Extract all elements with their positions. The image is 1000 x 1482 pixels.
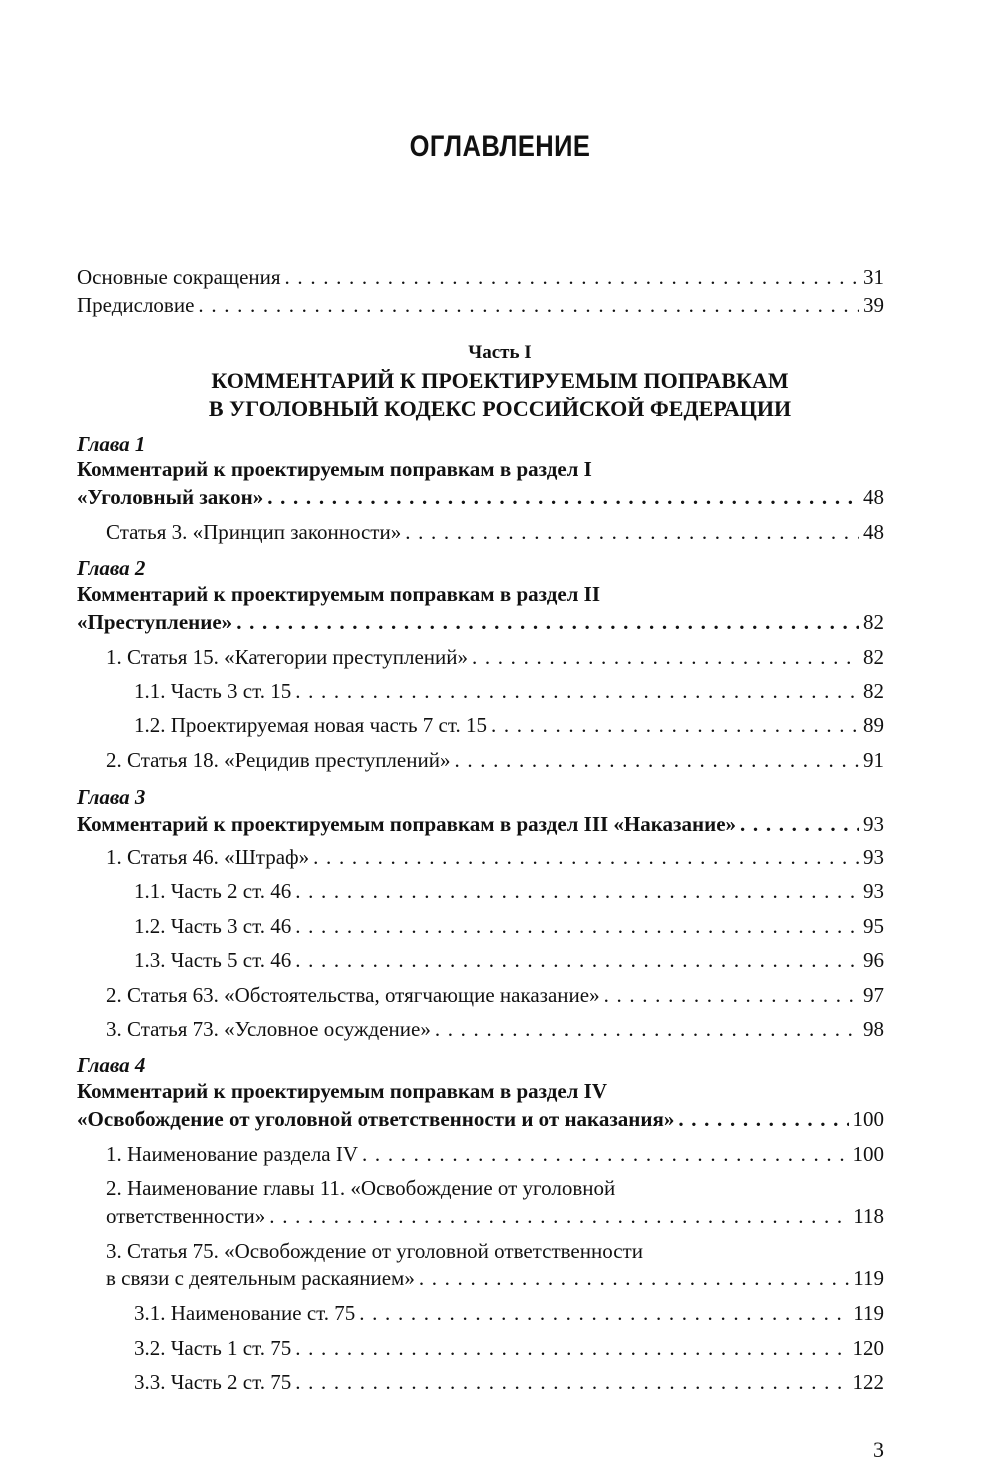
chapter-label: Глава 2 — [77, 556, 146, 580]
toc-entry-preface[interactable] — [77, 294, 884, 317]
leader-dots — [491, 714, 859, 737]
toc-entry-label: ответственности» — [106, 1204, 266, 1228]
toc-entry-label: 1.3. Часть 5 ст. 46 — [134, 948, 292, 972]
toc-page-number: 97 — [863, 983, 884, 1007]
toc-entry-chapter-4[interactable] — [77, 1108, 884, 1131]
toc-page-number: 91 — [863, 748, 884, 772]
toc-entry-label: 1.2. Часть 3 ст. 46 — [134, 914, 292, 938]
toc-page-number: 48 — [863, 520, 884, 544]
toc-entry[interactable] — [134, 714, 884, 737]
leader-dots — [267, 486, 859, 509]
toc-page-number: 119 — [853, 1301, 884, 1325]
toc-entry-label: в связи с деятельным раскаянием» — [106, 1266, 415, 1290]
toc-page-number: 100 — [852, 1142, 884, 1166]
part-title-line-1: КОММЕНТАРИЙ К ПРОЕКТИРУЕМЫМ ПОПРАВКАМ — [211, 368, 789, 393]
toc-page-number: 95 — [863, 914, 884, 938]
toc-entry[interactable] — [106, 1143, 884, 1166]
toc-page-number: 119 — [853, 1266, 884, 1290]
toc-entry-label: «Освобождение от уголовной ответственности и от наказания» — [77, 1107, 675, 1131]
leader-dots — [295, 880, 859, 903]
leader-dots — [359, 1302, 849, 1325]
toc-entry-label-line-1: 2. Наименование главы 11. «Освобождение от уголовной — [106, 1176, 616, 1200]
leader-dots — [285, 266, 859, 289]
leader-dots — [740, 813, 859, 836]
leader-dots — [295, 915, 859, 938]
leader-dots — [419, 1267, 849, 1290]
toc-entry-label: 1.1. Часть 2 ст. 46 — [134, 879, 292, 903]
toc-page-number: 89 — [863, 713, 884, 737]
toc-entry-label: 1. Статья 46. «Штраф» — [106, 845, 310, 869]
toc-entry[interactable] — [106, 846, 884, 869]
leader-dots — [295, 1337, 848, 1360]
part-title-line-2: В УГОЛОВНЫЙ КОДЕКС РОССИЙСКОЙ ФЕДЕРАЦИИ — [208, 396, 792, 421]
toc-entry[interactable] — [134, 949, 884, 972]
toc-entry-label: «Уголовный закон» — [77, 485, 264, 509]
toc-entry-label: Статья 3. «Принцип законности» — [106, 520, 402, 544]
toc-entry[interactable] — [106, 1267, 884, 1290]
page-title: ОГЛАВЛЕНИЕ — [409, 130, 591, 163]
toc-entry-label: Комментарий к проектируемым поправкам в раздел III «Наказание» — [77, 812, 737, 836]
toc-entry-label-line-1: 3. Статья 75. «Освобождение от уголовной ответственности — [106, 1239, 643, 1263]
toc-entry-label: 3.1. Наименование ст. 75 — [134, 1301, 356, 1325]
leader-dots — [295, 680, 859, 703]
toc-entry[interactable] — [106, 1018, 884, 1041]
toc-page-number: 120 — [852, 1336, 884, 1360]
leader-dots — [604, 984, 859, 1007]
chapter-label: Глава 3 — [77, 785, 146, 809]
chapter-label: Глава 1 — [77, 432, 146, 456]
toc-entry[interactable] — [134, 680, 884, 703]
toc-entry[interactable] — [134, 1371, 884, 1394]
toc-page-number: 82 — [863, 610, 884, 634]
toc-entry[interactable] — [106, 984, 884, 1007]
toc-page-number: 93 — [863, 879, 884, 903]
leader-dots — [405, 521, 859, 544]
chapter-heading-line: Комментарий к проектируемым поправкам в раздел I — [77, 457, 592, 481]
toc-entry-label: 2. Статья 63. «Обстоятельства, отягчающие наказание» — [106, 983, 600, 1007]
toc-entry[interactable] — [134, 1337, 884, 1360]
leader-dots — [472, 646, 859, 669]
toc-entry-chapter-3[interactable] — [77, 813, 884, 836]
leader-dots — [362, 1143, 848, 1166]
toc-page-number: 98 — [863, 1017, 884, 1041]
toc-entry[interactable] — [106, 646, 884, 669]
leader-dots — [678, 1108, 848, 1131]
toc-entry-chapter-1[interactable] — [77, 486, 884, 509]
toc-page-number: 93 — [863, 845, 884, 869]
toc-page-number: 93 — [863, 812, 884, 836]
toc-entry-label: 1.2. Проектируемая новая часть 7 ст. 15 — [134, 713, 487, 737]
toc-entry-label: Предисловие — [77, 293, 195, 317]
toc-page-number: 31 — [863, 265, 884, 289]
chapter-label: Глава 4 — [77, 1053, 146, 1077]
toc-entry[interactable] — [106, 1205, 884, 1228]
toc-page-number: 39 — [863, 293, 884, 317]
toc-page-number: 96 — [863, 948, 884, 972]
toc-entry-label: Основные сокращения — [77, 265, 281, 289]
toc-entry-label: «Преступление» — [77, 610, 233, 634]
leader-dots — [236, 611, 859, 634]
leader-dots — [295, 1371, 848, 1394]
toc-entry[interactable] — [106, 521, 884, 544]
toc-entry[interactable] — [134, 1302, 884, 1325]
toc-entry-label: 3. Статья 73. «Условное осуждение» — [106, 1017, 431, 1041]
leader-dots — [454, 749, 859, 772]
toc-page-number: 122 — [852, 1370, 884, 1394]
toc-entry-label: 3.2. Часть 1 ст. 75 — [134, 1336, 292, 1360]
page-number: 3 — [873, 1437, 884, 1462]
toc-entry[interactable] — [134, 915, 884, 938]
toc-entry-label: 1. Наименование раздела IV — [106, 1142, 359, 1166]
toc-entry[interactable] — [106, 749, 884, 772]
toc-page-number: 48 — [863, 485, 884, 509]
toc-page-number: 82 — [863, 679, 884, 703]
chapter-heading-line: Комментарий к проектируемым поправкам в раздел IV — [77, 1079, 608, 1103]
leader-dots — [198, 294, 859, 317]
leader-dots — [435, 1018, 859, 1041]
toc-entry-label: 1.1. Часть 3 ст. 15 — [134, 679, 292, 703]
leader-dots — [313, 846, 859, 869]
toc-entry-label: 2. Статья 18. «Рецидив преступлений» — [106, 748, 451, 772]
toc-entry[interactable] — [134, 880, 884, 903]
toc-page-number: 82 — [863, 645, 884, 669]
part-label: Часть I — [468, 342, 532, 363]
chapter-heading-line: Комментарий к проектируемым поправкам в раздел II — [77, 582, 601, 606]
leader-dots — [269, 1205, 849, 1228]
toc-entry-abbreviations[interactable] — [77, 266, 884, 289]
toc-page-number: 118 — [853, 1204, 884, 1228]
toc-entry-chapter-2[interactable] — [77, 611, 884, 634]
toc-entry-label: 3.3. Часть 2 ст. 75 — [134, 1370, 292, 1394]
toc-entry-label: 1. Статья 15. «Категории преступлений» — [106, 645, 468, 669]
toc-page-number: 100 — [852, 1107, 884, 1131]
leader-dots — [295, 949, 859, 972]
